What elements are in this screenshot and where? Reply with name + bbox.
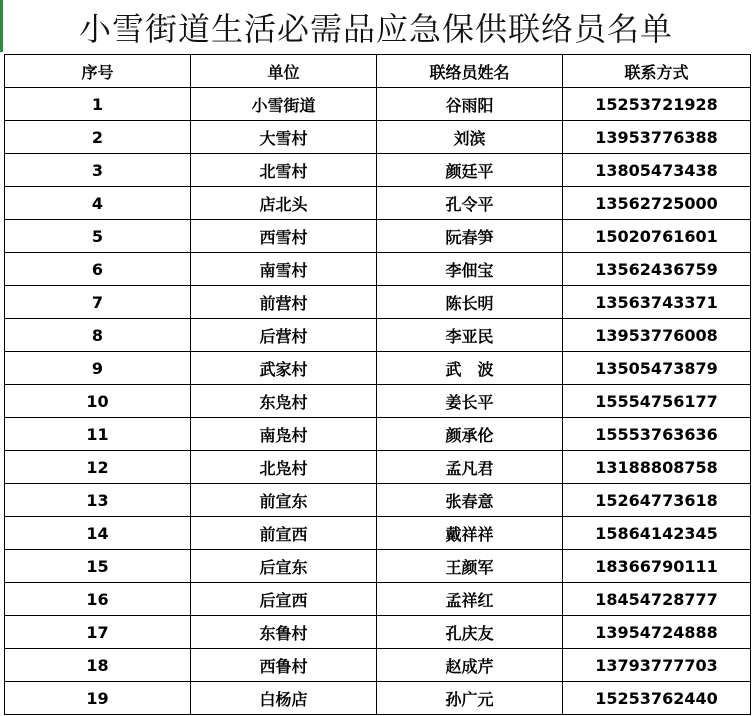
phone-cell[interactable]: 18454728777: [563, 583, 751, 616]
table-row: [5, 550, 751, 583]
table-row: [5, 517, 751, 550]
table-row: [5, 286, 751, 319]
unit-cell[interactable]: 东凫村: [191, 385, 377, 418]
contact-name-cell[interactable]: 孔庆友: [377, 616, 563, 649]
unit-cell[interactable]: 西雪村: [191, 220, 377, 253]
contact-name-cell[interactable]: 颜廷平: [377, 154, 563, 187]
number-cell[interactable]: 7: [5, 286, 191, 319]
number-cell[interactable]: 10: [5, 385, 191, 418]
number-cell[interactable]: 6: [5, 253, 191, 286]
table-row: [5, 220, 751, 253]
unit-cell[interactable]: 北凫村: [191, 451, 377, 484]
unit-cell[interactable]: 东鲁村: [191, 616, 377, 649]
unit-cell[interactable]: 后宣西: [191, 583, 377, 616]
contact-name-cell[interactable]: 陈长明: [377, 286, 563, 319]
number-cell[interactable]: 3: [5, 154, 191, 187]
contact-name-cell[interactable]: 颜承伦: [377, 418, 563, 451]
phone-cell[interactable]: 13563743371: [563, 286, 751, 319]
table-row: [5, 253, 751, 286]
phone-cell[interactable]: 13793777703: [563, 649, 751, 682]
phone-cell[interactable]: 13953776388: [563, 121, 751, 154]
table-row: [5, 418, 751, 451]
phone-cell[interactable]: 13505473879: [563, 352, 751, 385]
contact-name-cell[interactable]: 赵成芹: [377, 649, 563, 682]
phone-cell[interactable]: 15253721928: [563, 88, 751, 121]
number-cell[interactable]: 5: [5, 220, 191, 253]
phone-cell[interactable]: 13188808758: [563, 451, 751, 484]
unit-cell[interactable]: 店北头: [191, 187, 377, 220]
number-cell[interactable]: 11: [5, 418, 191, 451]
unit-cell[interactable]: 后宣东: [191, 550, 377, 583]
table-row: [5, 583, 751, 616]
header-contact-name[interactable]: 联络员姓名: [377, 55, 563, 88]
phone-cell[interactable]: 15020761601: [563, 220, 751, 253]
contact-name-cell[interactable]: 李佃宝: [377, 253, 563, 286]
contact-name-cell[interactable]: 孟凡君: [377, 451, 563, 484]
phone-cell[interactable]: 13953776008: [563, 319, 751, 352]
number-cell[interactable]: 16: [5, 583, 191, 616]
table-header-row: [5, 55, 751, 88]
contact-name-cell[interactable]: 刘滨: [377, 121, 563, 154]
contact-name-cell[interactable]: 李亚民: [377, 319, 563, 352]
contact-table: [4, 54, 751, 715]
table-row: [5, 121, 751, 154]
number-cell[interactable]: 15: [5, 550, 191, 583]
unit-cell[interactable]: 白杨店: [191, 682, 377, 715]
table-row: [5, 484, 751, 517]
number-cell[interactable]: 9: [5, 352, 191, 385]
phone-cell[interactable]: 15553763636: [563, 418, 751, 451]
number-cell[interactable]: 4: [5, 187, 191, 220]
number-cell[interactable]: 14: [5, 517, 191, 550]
unit-cell[interactable]: 武家村: [191, 352, 377, 385]
number-cell[interactable]: 12: [5, 451, 191, 484]
number-cell[interactable]: 19: [5, 682, 191, 715]
phone-cell[interactable]: 13562436759: [563, 253, 751, 286]
unit-cell[interactable]: 大雪村: [191, 121, 377, 154]
table-row: [5, 616, 751, 649]
table-row: [5, 187, 751, 220]
contact-name-cell[interactable]: 姜长平: [377, 385, 563, 418]
unit-cell[interactable]: 前宣东: [191, 484, 377, 517]
contact-name-cell[interactable]: 王颜军: [377, 550, 563, 583]
number-cell[interactable]: 1: [5, 88, 191, 121]
phone-cell[interactable]: 13954724888: [563, 616, 751, 649]
unit-cell[interactable]: 西鲁村: [191, 649, 377, 682]
phone-cell[interactable]: 13562725000: [563, 187, 751, 220]
table-row: [5, 154, 751, 187]
number-cell[interactable]: 13: [5, 484, 191, 517]
phone-cell[interactable]: 13805473438: [563, 154, 751, 187]
unit-cell[interactable]: 南雪村: [191, 253, 377, 286]
unit-cell[interactable]: 小雪街道: [191, 88, 377, 121]
page-title[interactable]: 小雪街道生活必需品应急保供联络员名单: [78, 10, 673, 48]
phone-cell[interactable]: 18366790111: [563, 550, 751, 583]
unit-cell[interactable]: 前宣西: [191, 517, 377, 550]
contact-name-cell[interactable]: 孔令平: [377, 187, 563, 220]
number-cell[interactable]: 2: [5, 121, 191, 154]
phone-cell[interactable]: 15264773618: [563, 484, 751, 517]
unit-cell[interactable]: 南凫村: [191, 418, 377, 451]
phone-cell[interactable]: 15864142345: [563, 517, 751, 550]
contact-name-cell[interactable]: 孙广元: [377, 682, 563, 715]
table-row: [5, 88, 751, 121]
header-number[interactable]: 序号: [5, 55, 191, 88]
table-row: [5, 319, 751, 352]
number-cell[interactable]: 17: [5, 616, 191, 649]
table-row: [5, 352, 751, 385]
contact-name-cell[interactable]: 戴祥祥: [377, 517, 563, 550]
contact-name-cell[interactable]: 孟祥红: [377, 583, 563, 616]
unit-cell[interactable]: 前营村: [191, 286, 377, 319]
table-row: [5, 649, 751, 682]
phone-cell[interactable]: 15253762440: [563, 682, 751, 715]
table-row: [5, 385, 751, 418]
unit-cell[interactable]: 后营村: [191, 319, 377, 352]
table-row: [5, 682, 751, 715]
contact-name-cell[interactable]: 武 波: [377, 352, 563, 385]
contact-name-cell[interactable]: 张春意: [377, 484, 563, 517]
header-unit[interactable]: 单位: [191, 55, 377, 88]
contact-name-cell[interactable]: 谷雨阳: [377, 88, 563, 121]
table-row: [5, 451, 751, 484]
header-phone[interactable]: 联系方式: [563, 55, 751, 88]
unit-cell[interactable]: 北雪村: [191, 154, 377, 187]
contact-name-cell[interactable]: 阮春笋: [377, 220, 563, 253]
number-cell[interactable]: 8: [5, 319, 191, 352]
phone-cell[interactable]: 15554756177: [563, 385, 751, 418]
number-cell[interactable]: 18: [5, 649, 191, 682]
